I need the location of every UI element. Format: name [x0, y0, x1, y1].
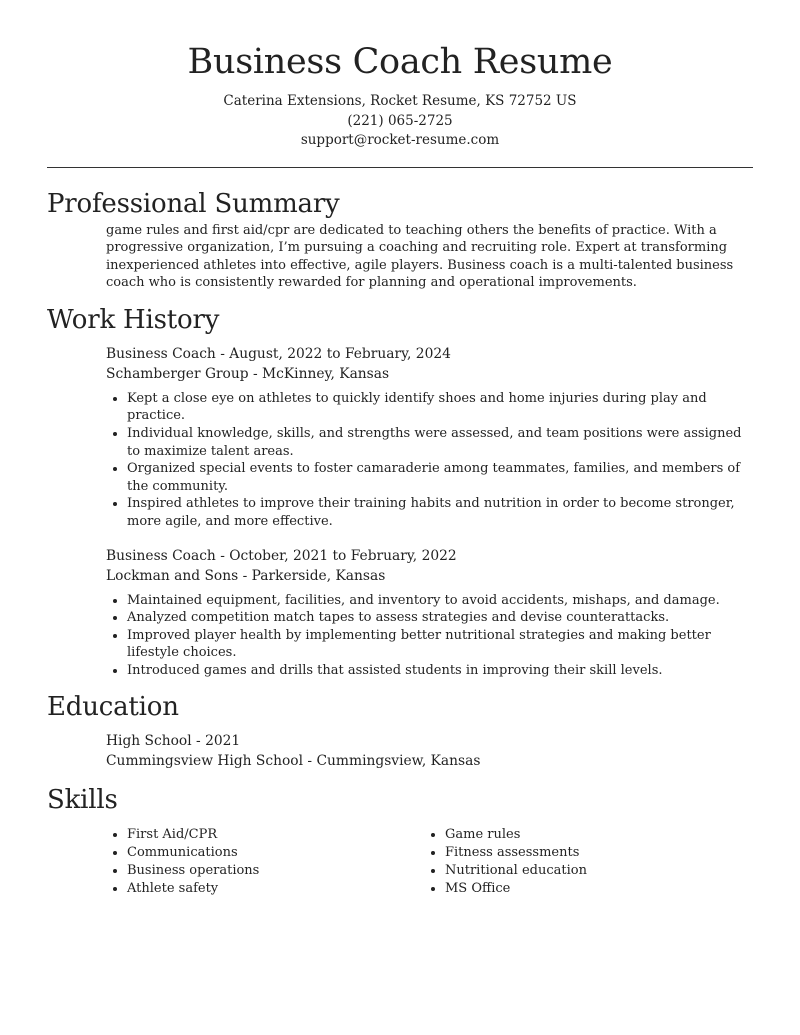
skills-list-right: [424, 826, 742, 899]
skill-item: • Game rules: [445, 826, 742, 844]
education-section: [47, 690, 753, 771]
education-heading: Education: [47, 691, 179, 722]
job-duty: • Introduced games and drills that assisted students in improving their skill levels.: [127, 662, 753, 680]
job-company-location: Lockman and Sons - Parkerside, Kansas: [106, 567, 386, 584]
job-duty: • Inspired athletes to improve their training habits and nutrition in order to become stronger, more agile, and more effective.: [127, 495, 753, 530]
skills-column-right: [424, 826, 742, 899]
summary-heading: Professional Summary: [47, 188, 340, 219]
skills-grid: [106, 826, 753, 899]
skill-item: • MS Office: [445, 880, 742, 898]
summary-text: game rules and first aid/cpr are dedicated to teaching others the benefits of practice. With a progressive organization, I’m pursuing a coaching and recruiting role. Expert at transforming inexperienced athletes into effective, agile players. Business coach is a multi-talented business coach who is consistently rewarded for planning and operational improvements.: [106, 222, 734, 291]
job-title-dates: Business Coach - October, 2021 to February, 2022: [106, 547, 457, 564]
work-history-section: [47, 303, 753, 680]
education-school: Cummingsview High School - Cummingsview, Kansas: [106, 752, 481, 769]
job-duties-list: [106, 592, 753, 680]
job-duty: • Analyzed competition match tapes to assess strategies and devise counterattacks.: [127, 609, 753, 627]
job-company-location: Schamberger Group - McKinney, Kansas: [106, 365, 390, 382]
contact-address: Caterina Extensions, Rocket Resume, KS 72752 US: [223, 93, 577, 109]
summary-section: [47, 187, 753, 292]
contact-email[interactable]: support@rocket-resume.com: [300, 132, 500, 148]
skill-item: • Communications: [127, 844, 424, 862]
job-duty: • Maintained equipment, facilities, and inventory to avoid accidents, mishaps, and damage.: [127, 592, 753, 610]
job-title-dates: Business Coach - August, 2022 to February, 2024: [106, 345, 451, 362]
resume-header: [47, 0, 753, 151]
skill-item: • Athlete safety: [127, 880, 424, 898]
job-duty: • Kept a close eye on athletes to quickly identify shoes and home injuries during play and practice.: [127, 390, 753, 425]
education-degree: High School - 2021: [106, 732, 241, 749]
job-entry: [106, 344, 753, 531]
contact-info: [47, 92, 753, 151]
skills-heading: Skills: [47, 784, 118, 815]
header-divider: [47, 167, 753, 168]
job-duty: • Improved player health by implementing better nutritional strategies and making better lifestyle choices.: [127, 627, 753, 662]
skills-list-left: [106, 826, 424, 899]
contact-phone: (221) 065-2725: [347, 112, 453, 129]
work-history-heading: Work History: [47, 304, 220, 335]
skills-column-left: [106, 826, 424, 899]
skill-item: • Fitness assessments: [445, 844, 742, 862]
skill-item: • Business operations: [127, 862, 424, 880]
skills-section: [47, 783, 753, 899]
resume-title: Business Coach Resume: [187, 42, 613, 82]
job-duty: • Organized special events to foster camaraderie among teammates, families, and members of the community.: [127, 460, 753, 495]
job-duties-list: [106, 390, 753, 531]
skill-item: • First Aid/CPR: [127, 826, 424, 844]
job-duty: • Individual knowledge, skills, and strengths were assessed, and team positions were assigned to maximize talent areas.: [127, 425, 753, 460]
job-entry: [106, 546, 753, 680]
skill-item: • Nutritional education: [445, 862, 742, 880]
